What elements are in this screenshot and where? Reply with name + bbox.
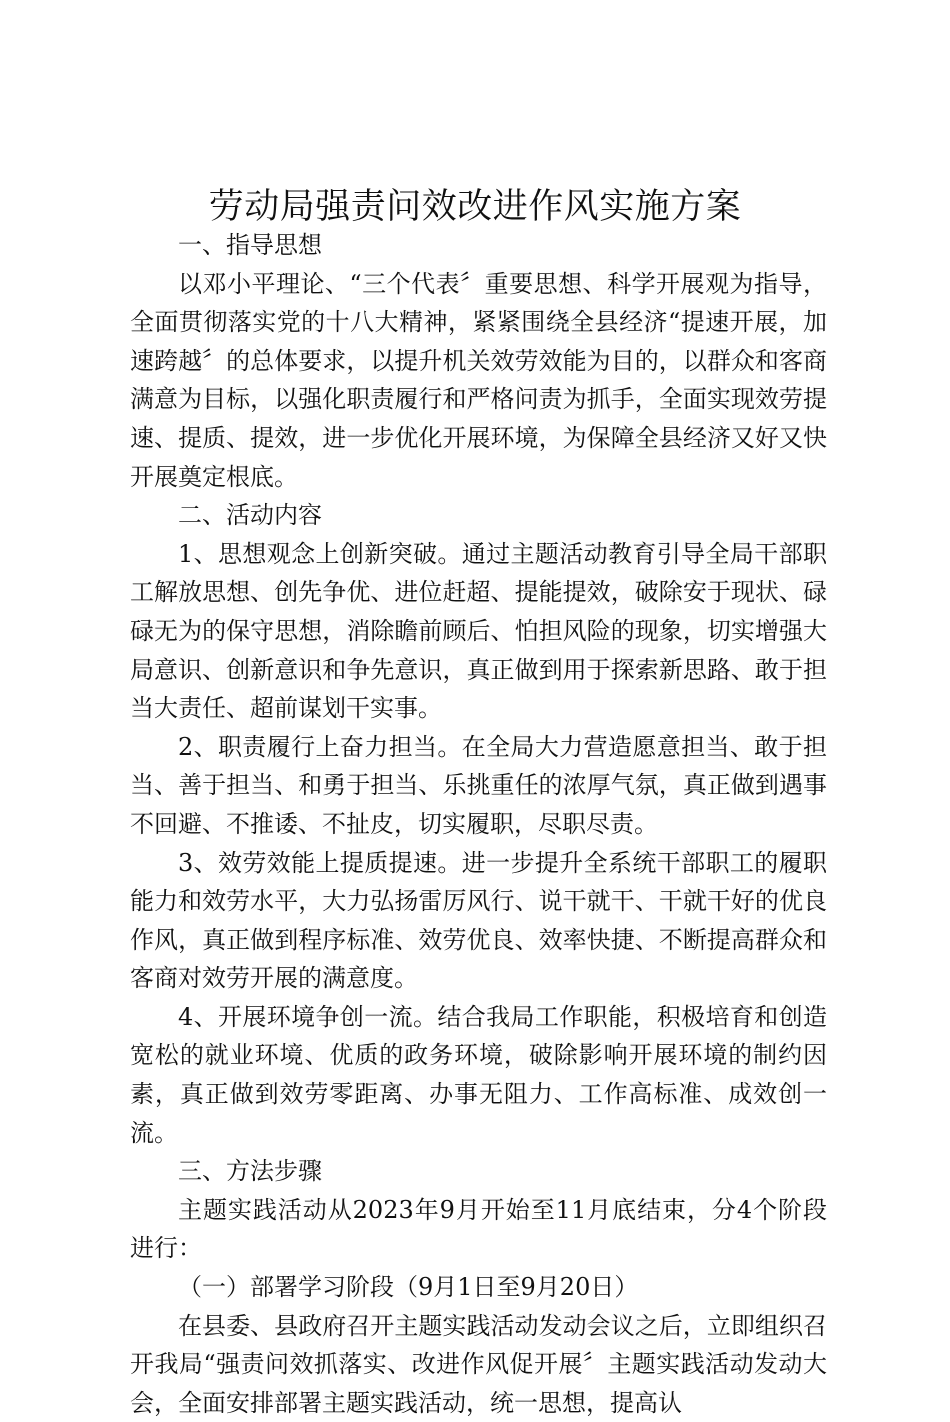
paragraph-activity-item-1: 1、思想观念上创新突破。通过主题活动教育引导全局干部职工解放思想、创先争优、进位赶超、提能提效，破除安于现状、碌碌无为的保守思想，消除瞻前顾后、怕担风险的现象，切实增强大局意识、创新意识和争先意识，真正做到用于探索新思路、敢于担当大责任、超前谋划干实事。: [130, 539, 827, 723]
document-body: [130, 226, 827, 1422]
paragraph-activity-item-2: 2、职责履行上奋力担当。在全局大力营造愿意担当、敢于担当、善于担当、和勇于担当、乐挑重任的浓厚气氛，真正做到遇事不回避、不推诿、不扯皮，切实履职，尽职尽责。: [130, 732, 827, 838]
paragraph-method-overview: 主题实践活动从2023年9月开始至11月底结束，分4个阶段进行：: [130, 1195, 827, 1263]
paragraph-activity-item-3: 3、效劳效能上提质提速。进一步提升全系统干部职工的履职能力和效劳水平，大力弘扬雷厉风行、说干就干、干就干好的优良作风，真正做到程序标准、效劳优良、效率快捷、不断提高群众和客商对效劳开展的满意度。: [130, 848, 827, 993]
section-heading-method-steps: 三、方法步骤: [178, 1157, 322, 1186]
section-heading-guiding-thought: 一、指导思想: [178, 231, 322, 259]
subheading-deploy-study-phase: （一）部署学习阶段（9月1日至9月20日）: [178, 1273, 639, 1302]
section-heading-activity-content: 二、活动内容: [178, 501, 322, 530]
paragraph-activity-item-4: 4、开展环境争创一流。结合我局工作职能，积极培育和创造宽松的就业环境、优质的政务环境，破除影响开展环境的制约因素，真正做到效劳零距离、办事无阻力、工作高标准、成效创一流。: [130, 1002, 827, 1147]
paragraph-guiding-thought: 以邓小平理论、“三个代表〞重要思想、科学开展观为指导，全面贯彻落实党的十八大精神，紧紧围绕全县经济“提速开展，加速跨越〞的总体要求，以提升机关效劳效能为目的，以群众和客商满意为目标，以强化职责履行和严格问责为抓手，全面实现效劳提速、提质、提效，进一步优化开展环境，为保障全县经济又好又快开展奠定根底。: [130, 269, 827, 491]
document-title: 劳动局强责问效改进作风实施方案: [208, 187, 742, 227]
paragraph-deploy-study-phase: 在县委、县政府召开主题实践活动发动会议之后，立即组织召开我局“强责问效抓落实、改进作风促开展〞主题实践活动发动大会，全面安排部署主题实践活动，统一思想，提高认: [130, 1311, 827, 1417]
